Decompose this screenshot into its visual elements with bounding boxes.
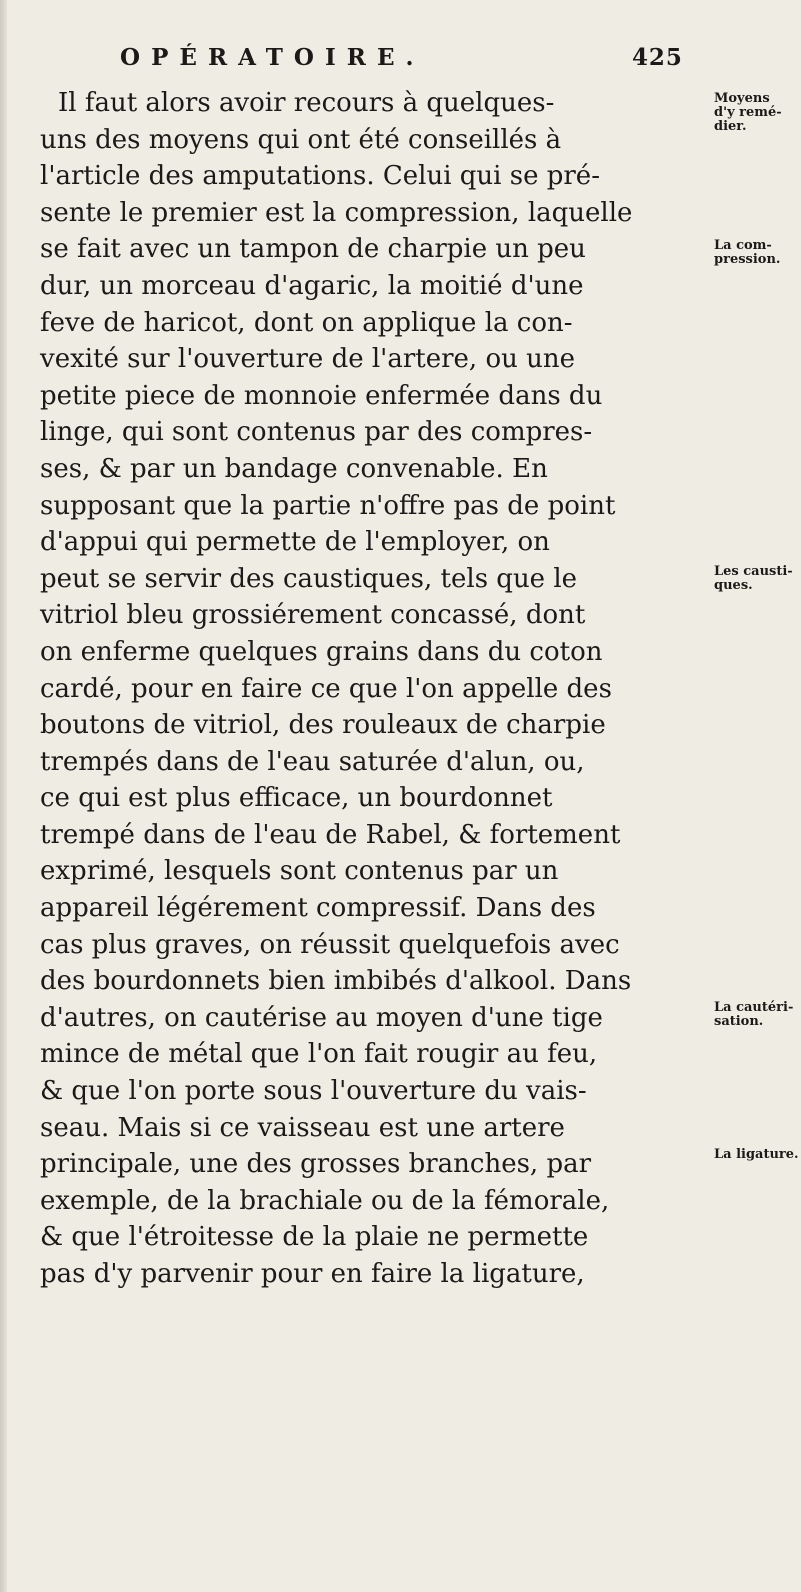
text-line: des bourdonnets bien imbibés d'alkool. Dans — [40, 966, 632, 997]
text-line: ses, & par un bandage convenable. En — [40, 453, 548, 484]
running-title: OPÉRATOIRE. — [120, 44, 425, 71]
text-line: cas plus graves, on réussit quelquefois avec — [40, 929, 620, 960]
text-line: se fait avec un tampon de charpie un peu — [40, 234, 586, 265]
margin-note-ligature: La ligature. — [714, 1147, 799, 1162]
text-line: principale, une des grosses branches, par — [40, 1149, 592, 1180]
text-line: vexité sur l'ouverture de l'artere, ou une — [40, 344, 575, 375]
text-line: Il faut alors avoir recours à quelques- — [58, 88, 555, 118]
text-line: vitriol bleu grossiérement concassé, dont — [40, 600, 586, 631]
text-line: pas d'y parvenir pour en faire la ligature, — [40, 1259, 585, 1289]
text-line: sente le premier est la compression, laquelle — [40, 197, 633, 228]
running-header — [120, 44, 690, 71]
text-line: exprimé, lesquels sont contenus par un — [40, 856, 559, 887]
text-line: ce qui est plus efficace, un bourdonnet — [40, 783, 553, 814]
text-line: seau. Mais si ce vaisseau est une artere — [40, 1112, 565, 1143]
text-line: trempés dans de l'eau saturée d'alun, ou, — [40, 746, 585, 777]
text-line: & que l'étroitesse de la plaie ne permette — [40, 1222, 589, 1253]
body-text — [40, 85, 710, 1293]
text-line: & que l'on porte sous l'ouverture du vais- — [40, 1076, 587, 1107]
text-line: dur, un morceau d'agaric, la moitié d'une — [40, 270, 584, 301]
text-line: exemple, de la brachiale ou de la fémorale, — [40, 1185, 610, 1216]
text-line: supposant que la partie n'offre pas de point — [40, 490, 616, 521]
text-line: d'appui qui permette de l'employer, on — [40, 527, 550, 558]
text-line: l'article des amputations. Celui qui se pré- — [40, 161, 600, 192]
text-line: uns des moyens qui ont été conseillés à — [40, 124, 562, 155]
text-line: peut se servir des caustiques, tels que le — [40, 563, 578, 594]
page-number: 425 — [632, 44, 683, 71]
margin-note-cauterisation: La cautéri- sation. — [714, 1000, 794, 1029]
text-line: feve de haricot, dont on applique la con- — [40, 307, 573, 338]
text-line: linge, qui sont contenus par des compres- — [40, 417, 593, 448]
margin-note-caustiques: Les causti- ques. — [714, 564, 793, 593]
margin-note-compression: La com- pression. — [714, 238, 781, 267]
text-line: petite piece de monnoie enfermée dans du — [40, 380, 603, 411]
margin-note-moyens: Moyens d'y remé- dier. — [714, 91, 782, 134]
text-line: trempé dans de l'eau de Rabel, & fortement — [40, 819, 621, 850]
text-line: mince de métal que l'on fait rougir au feu, — [40, 1039, 598, 1070]
text-line: d'autres, on cautérise au moyen d'une tige — [40, 1002, 603, 1033]
text-line: on enferme quelques grains dans du coton — [40, 636, 603, 667]
text-line: boutons de vitriol, des rouleaux de charpie — [40, 710, 606, 741]
text-line: appareil légérement compressif. Dans des — [40, 893, 596, 924]
text-line: cardé, pour en faire ce que l'on appelle des — [40, 673, 612, 704]
page-edge — [0, 0, 7, 1592]
